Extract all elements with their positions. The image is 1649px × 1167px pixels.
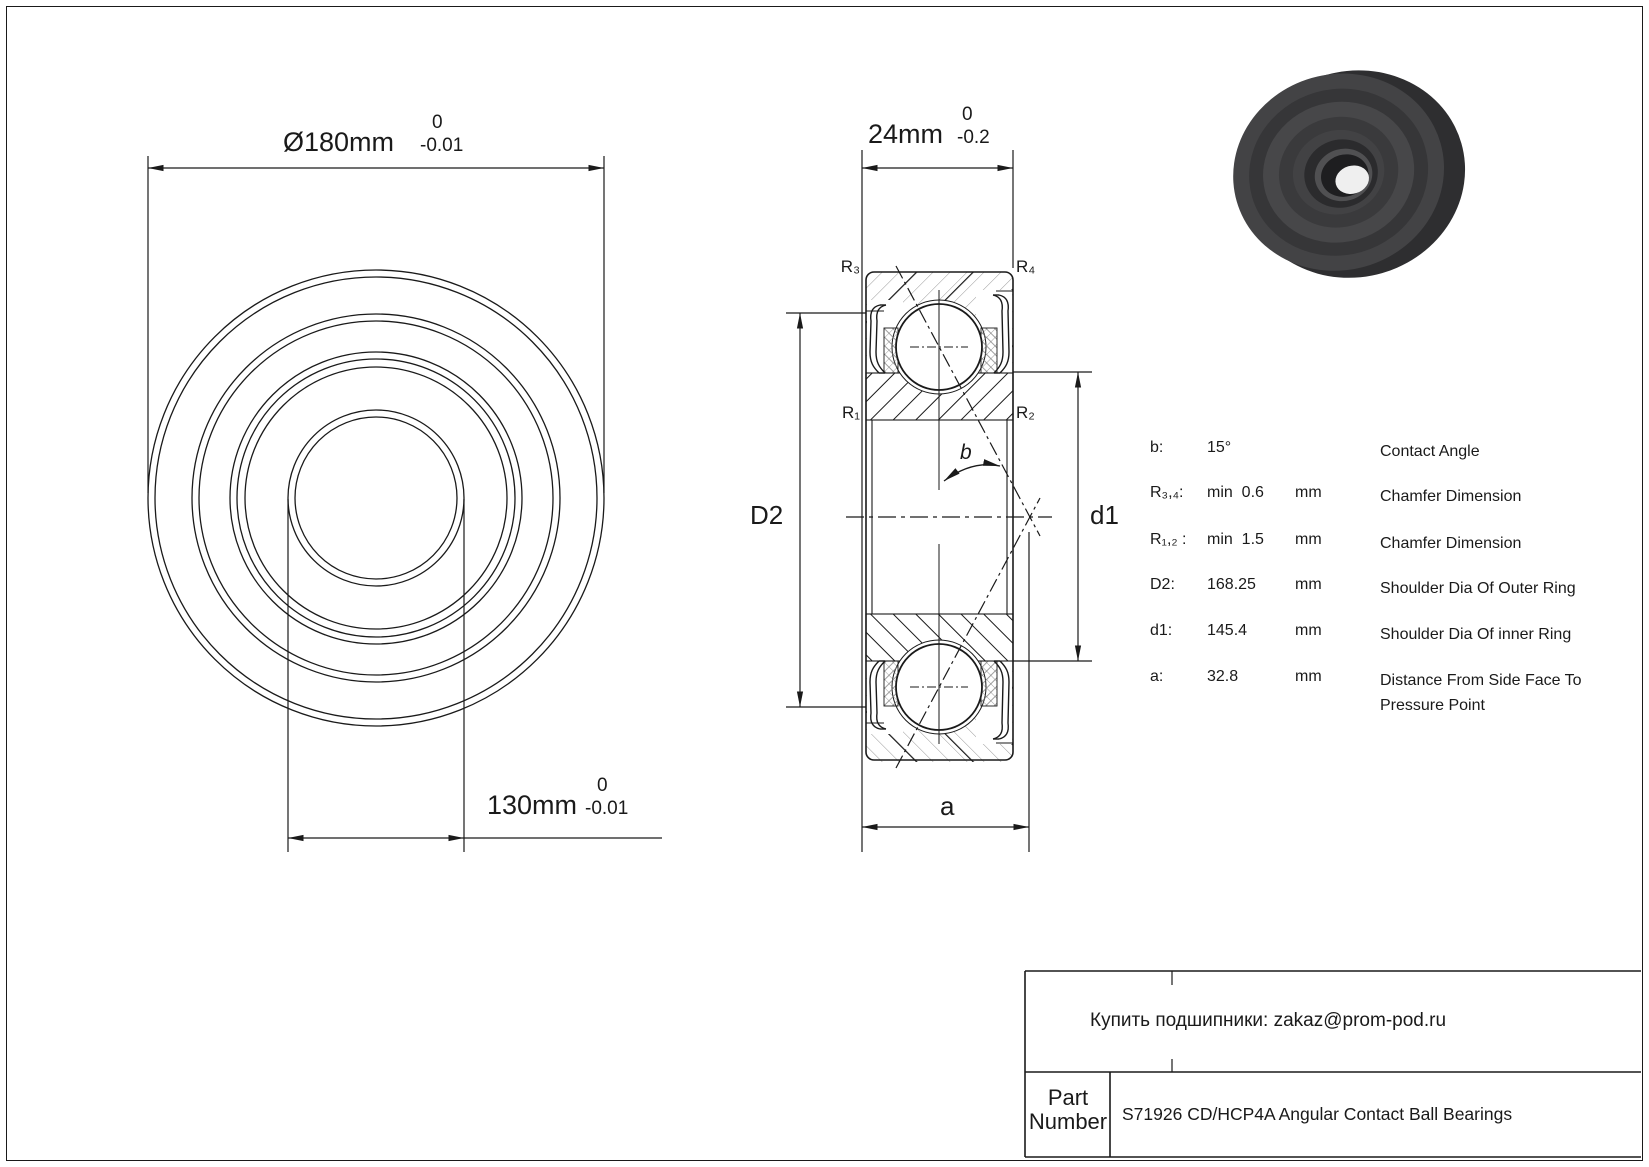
spec-desc: Chamfer Dimension [1380,535,1522,552]
spec-row-a [1150,668,1649,714]
od-dim-label: Ø180mm [283,127,395,157]
part-number-value: S71926 CD/HCP4A Angular Contact Ball Bearings [1122,1104,1513,1124]
spec-unit: mm [1295,531,1322,548]
d1-label: d1 [1090,500,1119,530]
od-tol-upper: 0 [432,112,443,133]
spec-row-r34 [1150,485,1649,507]
width-tol-lower: -0.2 [957,127,990,148]
spec-row-d2 [1150,577,1649,599]
section-top-half [866,266,1040,536]
contact-email-line: Купить подшипники: zakaz@prom-pod.ru [1090,1010,1447,1031]
spec-value: min 0.6 [1207,484,1264,501]
spec-unit: mm [1295,484,1322,501]
spec-row-d1 [1150,623,1649,645]
spec-desc: Shoulder Dia Of inner Ring [1380,626,1572,643]
bore-tol-lower: -0.01 [585,798,629,819]
od-tol-lower: -0.01 [420,135,464,156]
spec-unit: mm [1295,576,1322,593]
bore-tol-upper: 0 [597,775,608,796]
spec-desc: Chamfer Dimension [1380,488,1522,505]
d2-dimension [786,313,866,707]
spec-value: 32.8 [1207,668,1239,685]
r3-label: R₃ [840,257,860,276]
width-dim-label: 24mm [868,119,944,149]
a-label: a [940,791,955,821]
b-label: b [960,441,972,464]
spec-desc: Shoulder Dia Of Outer Ring [1380,580,1576,597]
spec-desc: Contact Angle [1380,443,1480,460]
spec-label: R₁,₂ : [1150,531,1187,548]
d2-label: D2 [750,500,784,530]
front-view [148,270,604,726]
spec-label: a: [1150,668,1164,685]
spec-label: R₃,₄: [1150,484,1184,501]
b-angle-arc [944,465,1000,481]
spec-value: 168.25 [1207,576,1256,593]
bearing-photo [1210,43,1490,306]
r4-label: R₄ [1016,257,1036,276]
spec-row-r12 [1150,532,1649,554]
spec-unit: mm [1295,668,1322,685]
spec-value: 145.4 [1207,622,1248,639]
spec-label: d1: [1150,622,1173,639]
width-tol-upper: 0 [962,104,973,125]
spec-desc: Distance From Side Face To Pressure Point [1380,672,1582,714]
spec-label: b: [1150,439,1164,456]
od-dimension [148,156,604,493]
part-number-label: Part Number [1028,1085,1108,1135]
r1-label: R₁ [841,403,860,422]
spec-label: D2: [1150,576,1175,593]
spec-unit: mm [1295,622,1322,639]
spec-value: 15° [1207,439,1232,456]
spec-row-b [1150,440,1649,462]
bore-dim-label: 130mm [487,790,578,820]
footer-table [1025,971,1641,1157]
r2-label: R₂ [1016,403,1035,422]
spec-value: min 1.5 [1207,531,1264,548]
